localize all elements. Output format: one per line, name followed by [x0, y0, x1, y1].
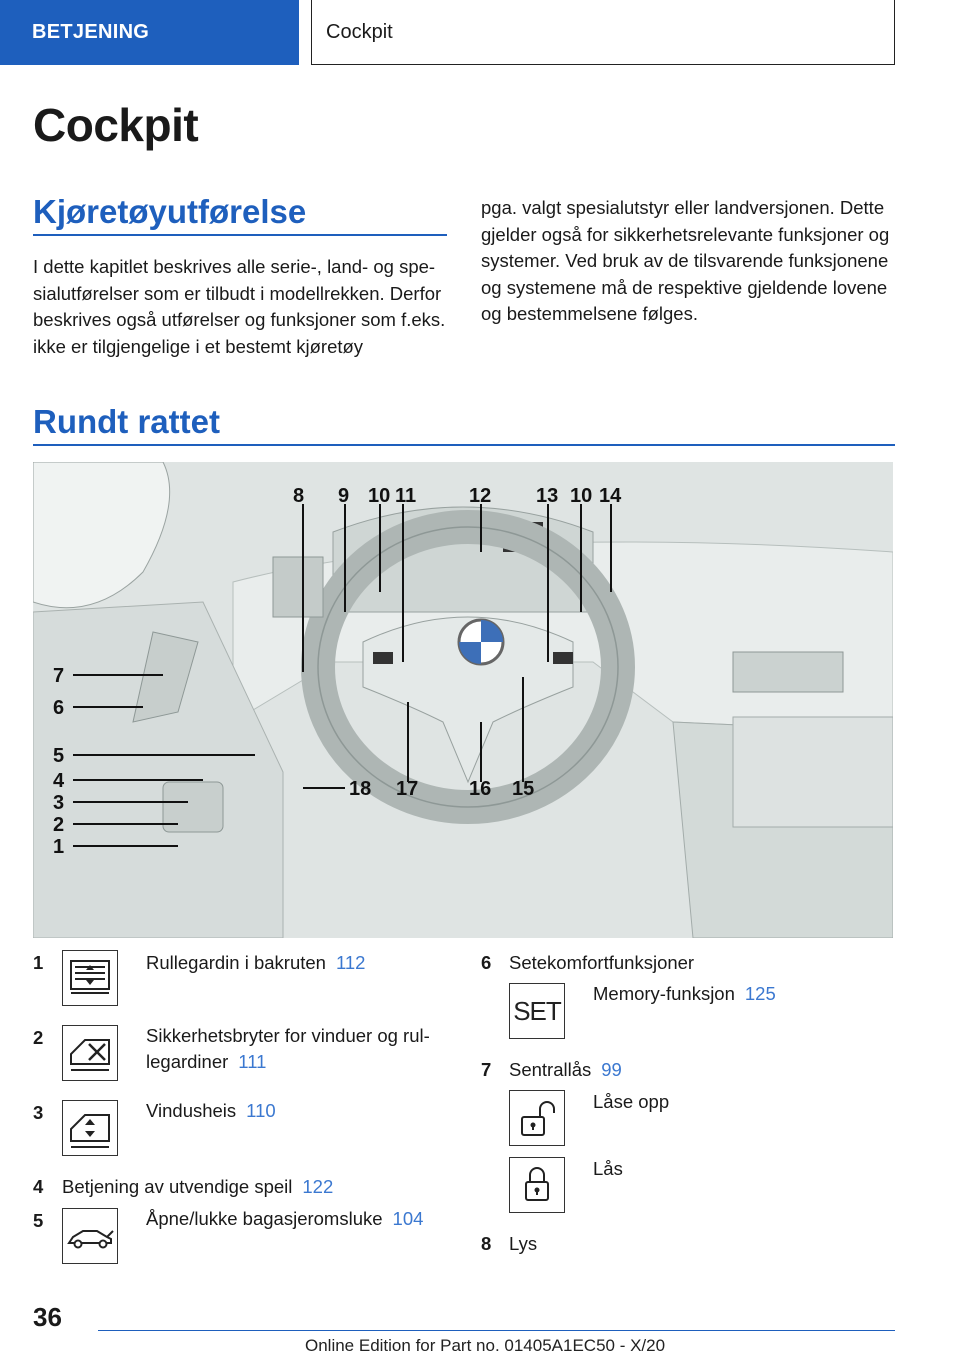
- legend-number: 6: [481, 952, 492, 973]
- legend-text: Rullegardin i bakruten: [146, 952, 326, 973]
- page-ref-link[interactable]: 112: [335, 952, 366, 973]
- legend-number: 4: [33, 1176, 44, 1197]
- page-number: 36: [33, 1302, 62, 1332]
- legend-text: Betjening av utvendige speil: [62, 1176, 293, 1197]
- rear-blind-icon: [62, 950, 118, 1006]
- figure-label: 9: [338, 485, 350, 507]
- figure-label: 2: [53, 814, 65, 836]
- header-chapter-title: Cockpit: [311, 0, 895, 65]
- page-ref-link[interactable]: 111: [238, 1051, 267, 1072]
- figure-label: 14: [599, 485, 622, 507]
- trunk-lid-icon: [62, 1208, 118, 1264]
- section-heading-around-steering-wheel: Rundt rattet: [33, 403, 220, 440]
- page-ref-link[interactable]: 122: [302, 1176, 334, 1197]
- legend-item-lights: [509, 1231, 809, 1257]
- figure-label: 10: [570, 485, 593, 507]
- figure-label: 3: [53, 792, 65, 814]
- legend-item-unlock: [593, 1089, 893, 1115]
- legend-item-window-safety-switch: [146, 1023, 446, 1075]
- figure-label: 10: [368, 485, 391, 507]
- page-ref-link[interactable]: 104: [392, 1208, 424, 1229]
- window-lift-icon: [62, 1100, 118, 1156]
- memory-set-icon: [509, 983, 565, 1039]
- figure-label: 6: [53, 697, 65, 719]
- legend-number: 7: [481, 1059, 492, 1080]
- footer-rule: [98, 1330, 895, 1331]
- legend-item-seat-comfort: [509, 950, 889, 976]
- footer-edition: Online Edition for Part no. 01405A1EC50 - X/20: [305, 1336, 666, 1355]
- figure-label: 16: [469, 778, 492, 800]
- legend-text: Lås: [593, 1158, 623, 1179]
- figure-label: 1: [53, 836, 65, 858]
- legend-item-central-locking: [509, 1057, 809, 1083]
- figure-label: 12: [469, 485, 492, 507]
- page-ref-link[interactable]: 125: [744, 983, 776, 1004]
- figure-label: 17: [396, 778, 419, 800]
- page-ref-link[interactable]: 110: [246, 1100, 276, 1121]
- legend-item-window-lift: [146, 1098, 446, 1124]
- legend-text: Sentrallås: [509, 1059, 592, 1080]
- legend-item-rear-blind: [146, 950, 446, 976]
- legend-item-exterior-mirrors: [62, 1174, 452, 1200]
- legend-item-trunk-lid: [146, 1206, 456, 1232]
- set-icon-label: SET: [513, 996, 561, 1026]
- cockpit-illustration: [33, 462, 893, 938]
- legend-text: Memory-funksjon: [593, 983, 735, 1004]
- legend-text: Vindusheis: [146, 1100, 237, 1121]
- figure-label: 7: [53, 665, 65, 687]
- legend-number: 3: [33, 1102, 44, 1123]
- legend-text: Åpne/lukke bagasjeromsluke: [146, 1208, 383, 1229]
- legend-number: 5: [33, 1210, 44, 1231]
- legend-text: Lys: [509, 1233, 538, 1254]
- lock-icon: [509, 1157, 565, 1213]
- figure-label: 18: [349, 778, 372, 800]
- figure-label: 11: [395, 485, 417, 507]
- legend-text: Låse opp: [593, 1091, 670, 1112]
- paragraph-left: I dette kapitlet beskrives alle serie-, land- og spesialutførelser som er tilbudt i modellrekken. Derfor beskrives også utførelser og funksjoner som f.eks. ikke er tilgjengelige i et bestemt kjøretøy: [33, 256, 446, 357]
- legend-item-memory-function: [593, 981, 893, 1007]
- header-section-tab: BETJENING: [0, 0, 299, 65]
- window-safety-switch-icon: [62, 1025, 118, 1081]
- legend-number: 2: [33, 1027, 44, 1048]
- legend-text: Sikkerhetsbryter for vinduer og rullegardiner: [146, 1025, 430, 1072]
- figure-label: 5: [53, 745, 65, 767]
- figure-label: 13: [536, 485, 559, 507]
- section-heading-vehicle-equipment: Kjøretøyutførelse: [33, 193, 307, 230]
- section-rule: [33, 444, 895, 446]
- unlock-icon: [509, 1090, 565, 1146]
- legend-text: Setekomfortfunksjoner: [509, 952, 695, 973]
- figure-label: 15: [512, 778, 535, 800]
- page-ref-link[interactable]: 99: [601, 1059, 622, 1080]
- paragraph-right: pga. valgt spesialutstyr eller landversjonen. Dette gjelder også for sikkerhetsrelevante funksjoner og systemer. Ved bruk av de tilsvarende funksjonene og systemene må de respektive gjeldende lovene og bestemmelsene følges.: [481, 197, 890, 324]
- figure-label: 8: [293, 485, 305, 507]
- figure-label: 4: [53, 770, 65, 792]
- legend-number: 8: [481, 1233, 492, 1254]
- page-title: Cockpit: [33, 99, 199, 151]
- legend-item-lock: [593, 1156, 893, 1182]
- legend-number: 1: [33, 952, 44, 973]
- section-rule: [33, 234, 447, 236]
